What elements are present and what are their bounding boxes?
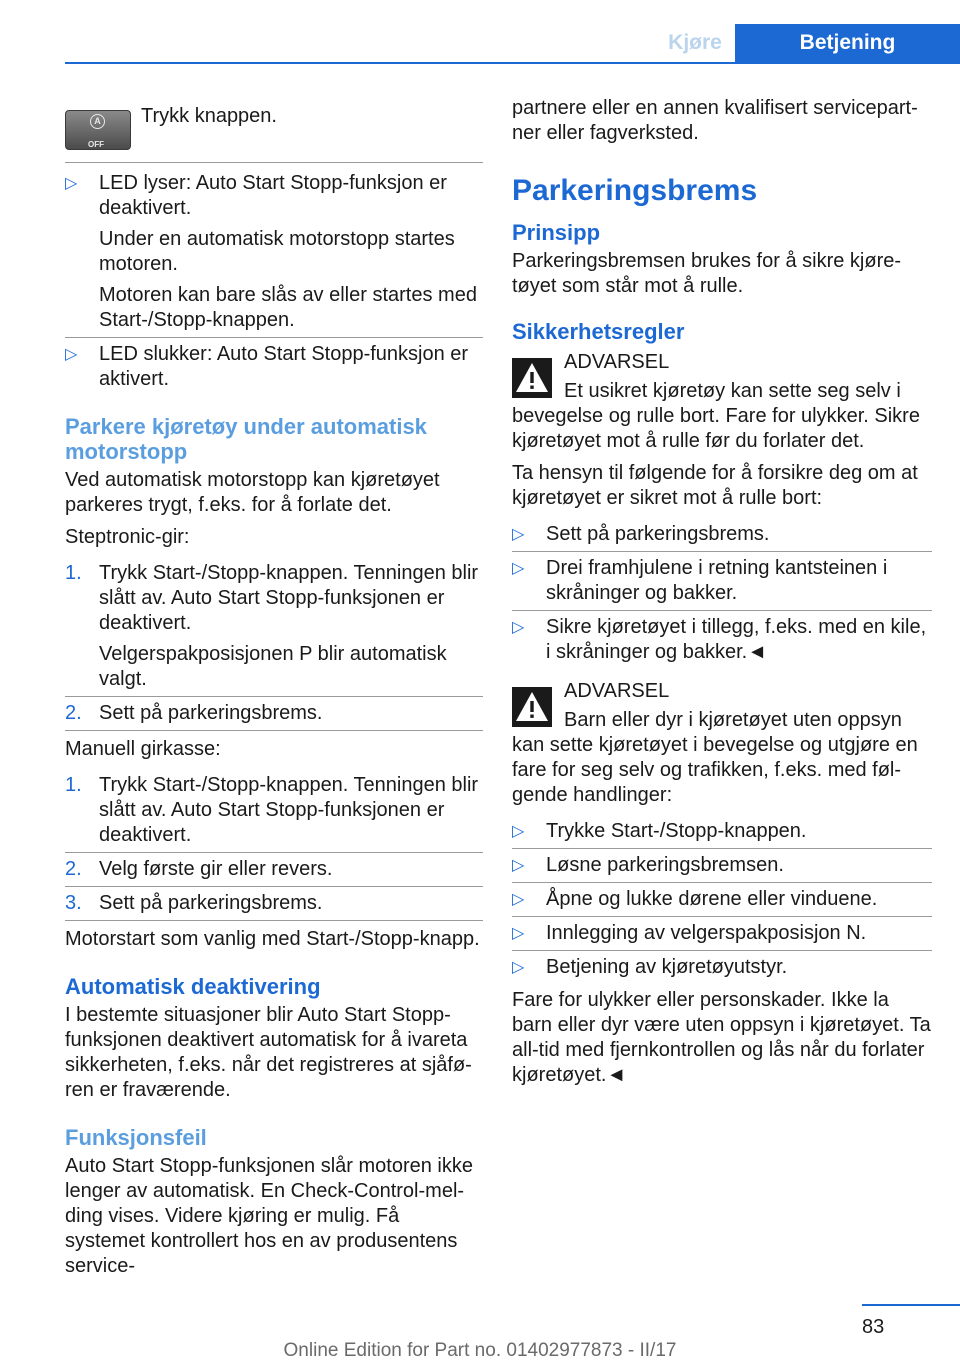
motorstart-paragraph: Motorstart som vanlig med Start-/Stopp-knapp. — [65, 928, 480, 950]
list-item — [512, 917, 932, 951]
list-item-text: Sett på parkeringsbrems. — [99, 892, 323, 914]
button-instruction — [65, 96, 483, 158]
triangle-bullet-icon: ▷ — [512, 560, 525, 577]
tab-kjore[interactable]: Kjøre — [668, 31, 722, 54]
warning-title: ADVARSEL — [564, 680, 670, 702]
auto-deactivation-heading: Automatisk deaktivering — [65, 974, 321, 999]
tab-betjening[interactable]: Betjening — [735, 24, 960, 62]
fault-heading: Funksjonsfeil — [65, 1125, 207, 1150]
list-item — [512, 815, 932, 849]
warning-title: ADVARSEL — [564, 351, 670, 373]
list-item-text: Sett på parkeringsbrems. — [99, 702, 323, 724]
list-item — [65, 697, 483, 731]
right-column — [512, 96, 932, 1095]
warning-block — [512, 679, 932, 704]
list-item-subtext: Velgerspakposisjonen P blir automatisk valgt. — [99, 643, 447, 690]
principle-heading: Prinsipp — [512, 220, 601, 245]
left-column — [65, 96, 483, 1286]
triangle-bullet-icon: ▷ — [65, 175, 78, 192]
warning-text: Barn eller dyr i kjøretøyet uten oppsyn kan sette kjøretøyet i bevegelse og utgjøre en fare for seg selv og trafikken, f.eks. med føl-gende handlinger: — [512, 709, 918, 806]
manual-steps — [65, 769, 483, 921]
triangle-bullet-icon: ▷ — [512, 959, 525, 976]
list-item-subtext: Under en automatisk motorstopp startes motoren. — [99, 228, 455, 275]
steptronic-steps — [65, 557, 483, 731]
triangle-bullet-icon: ▷ — [512, 857, 525, 874]
list-item-subtext: Motoren kan bare slås av eller startes med Start-/Stopp-knappen. — [99, 284, 477, 331]
step-number: 3. — [65, 892, 82, 914]
warning-instruction: Ta hensyn til følgende for å forsikre deg om at kjøretøyet er sikret mot å rulle bort: — [512, 462, 918, 509]
triangle-bullet-icon: ▷ — [512, 823, 525, 840]
list-item — [512, 883, 932, 917]
triangle-bullet-icon: ▷ — [512, 526, 525, 543]
steptronic-label: Steptronic-gir: — [65, 526, 190, 548]
step-number: 2. — [65, 702, 82, 724]
divider — [65, 162, 483, 163]
header-rule — [65, 62, 960, 64]
park-paragraph: Ved automatisk motorstopp kan kjøretøyet parkeres trygt, f.eks. for å forlate det. — [65, 469, 440, 516]
list-item — [512, 611, 932, 669]
list-item-text: Løsne parkeringsbremsen. — [546, 854, 784, 876]
edition-footer: Online Edition for Part no. 01402977873 - II/17 — [283, 1340, 677, 1361]
triangle-bullet-icon: ▷ — [512, 619, 525, 636]
warning-block — [512, 350, 932, 375]
header-tabs — [0, 24, 960, 62]
warning-icon — [512, 358, 552, 398]
list-item — [65, 887, 483, 921]
off-label: OFF — [88, 140, 104, 149]
list-item-text: LED lyser: Auto Start Stopp-funksjon er deaktivert. — [99, 172, 447, 219]
step-number: 2. — [65, 858, 82, 880]
triangle-bullet-icon: ▷ — [65, 346, 78, 363]
list-item — [65, 769, 483, 853]
list-item — [512, 552, 932, 611]
fault-paragraph: Auto Start Stopp-funksjonen slår motoren ikke lenger av automatisk. En Check-Control-mel-ding vises. Videre kjøring er mulig. Få systemet kontrollert hos en av produsentens service- — [65, 1155, 473, 1277]
safety-heading: Sikkerhetsregler — [512, 319, 685, 344]
list-item-text: Drei framhjulene i retning kantsteinen i skråninger og bakker. — [546, 557, 888, 604]
manual-label: Manuell girkasse: — [65, 738, 221, 760]
warning-icon — [512, 687, 552, 727]
warning-conclusion: Fare for ulykker eller personskader. Ikke la barn eller dyr være uten oppsyn i kjøretøyet. Ta all-tid med fjernkontrollen og lås når du forlater kjøretøyet.◄ — [512, 989, 931, 1086]
list-item-text: Trykke Start-/Stopp-knappen. — [546, 820, 807, 842]
triangle-bullet-icon: ▷ — [512, 891, 525, 908]
led-list — [65, 167, 483, 396]
list-item — [512, 518, 932, 552]
list-item — [512, 951, 932, 984]
page-number: 83 — [862, 1316, 885, 1338]
list-item-text: LED slukker: Auto Start Stopp-funksjon er aktivert. — [99, 343, 469, 390]
auto-letter: A — [90, 114, 105, 129]
parking-brake-heading: Parkeringsbrems — [512, 174, 758, 207]
step-number: 1. — [65, 562, 82, 584]
warning-list — [512, 518, 932, 669]
auto-deactivation-paragraph: I bestemte situasjoner blir Auto Start Stopp-funksjonen deaktivert automatisk for å ivareta sikkerheten, f.eks. når det registreres at sjåfø-ren er fraværende. — [65, 1004, 472, 1101]
list-item — [65, 557, 483, 697]
button-instruction-text: Trykk knappen. — [141, 105, 277, 127]
step-number: 1. — [65, 774, 82, 796]
warning-list — [512, 815, 932, 984]
list-item-text: Trykk Start-/Stopp-knappen. Tenningen blir slått av. Auto Start Stopp-funksjonen er deaktivert. — [99, 774, 479, 846]
list-item — [65, 338, 483, 396]
principle-paragraph: Parkeringsbremsen brukes for å sikre kjøre-tøyet som står mot å rulle. — [512, 250, 902, 297]
footer-rule — [862, 1304, 960, 1306]
list-item-text: Sett på parkeringsbrems. — [546, 523, 770, 545]
triangle-bullet-icon: ▷ — [512, 925, 525, 942]
list-item — [65, 853, 483, 887]
list-item-text: Betjening av kjøretøyutstyr. — [546, 956, 788, 978]
list-item-text: Sikre kjøretøyet i tillegg, f.eks. med en kile, i skråninger og bakker.◄ — [546, 616, 927, 663]
list-item-text: Velg første gir eller revers. — [99, 858, 333, 880]
continued-paragraph: partnere eller en annen kvalifisert servicepart-ner eller fagverksted. — [512, 97, 918, 144]
list-item-text: Åpne og lukke dørene eller vinduene. — [546, 888, 878, 910]
list-item-text: Innlegging av velgerspakposisjon N. — [546, 922, 867, 944]
list-item-text: Trykk Start-/Stopp-knappen. Tenningen blir slått av. Auto Start Stopp-funksjonen er deaktivert. — [99, 562, 479, 634]
list-item — [512, 849, 932, 883]
auto-start-stop-button-icon — [65, 110, 131, 150]
park-heading: Parkere kjøretøy under automatisk motorstopp — [65, 414, 427, 464]
list-item — [65, 167, 483, 338]
warning-text: Et usikret kjøretøy kan sette seg selv i bevegelse og rulle bort. Fare for ulykker. Sikre kjøretøyet mot å rulle før du forlater det. — [512, 380, 920, 452]
